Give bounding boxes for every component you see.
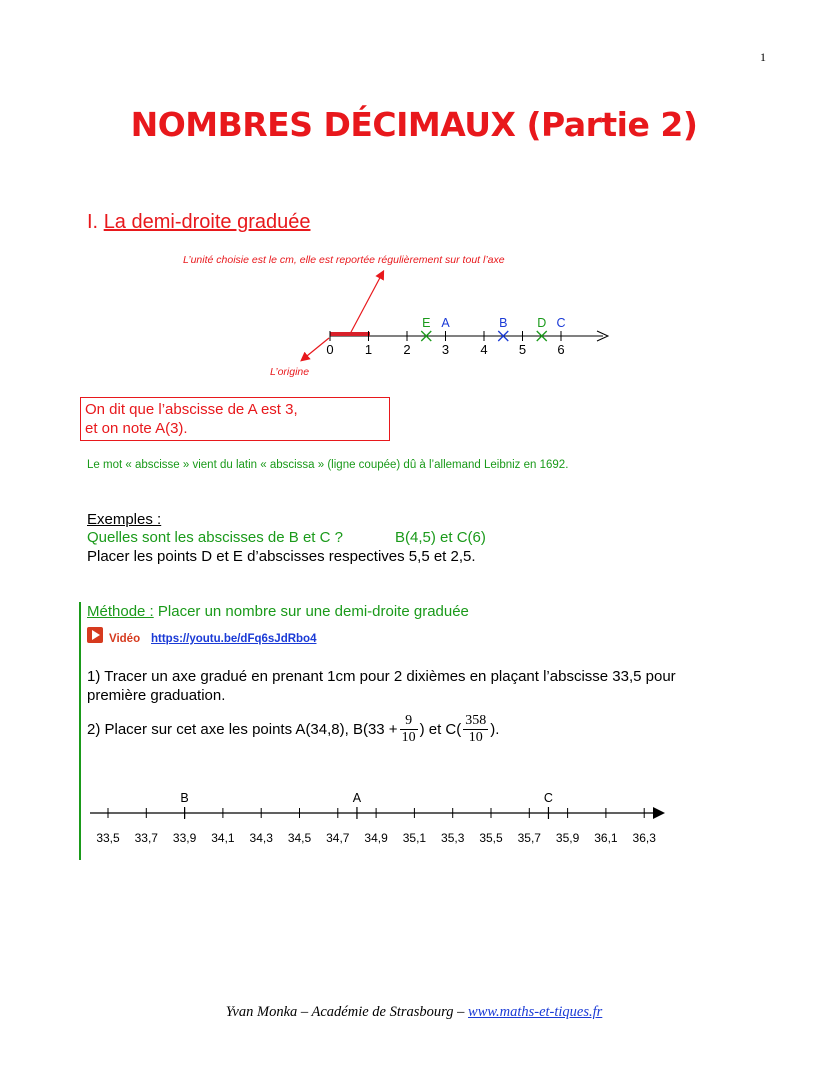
definition-line-1: On dit que l’abscisse de A est 3, — [85, 401, 298, 418]
point-label: D — [537, 316, 547, 330]
footer-text: Yvan Monka – Académie de Strasbourg – — [225, 1004, 469, 1020]
axis-tick-label: 35,1 — [402, 831, 427, 845]
method-label: Méthode : — [87, 603, 154, 620]
section-number: I. — [87, 211, 99, 233]
axis-tick-label: 34,5 — [287, 831, 312, 845]
axis-tick-label: 33,9 — [172, 831, 197, 845]
point-label: B — [499, 316, 508, 330]
origin-pointer-arrow — [302, 338, 329, 360]
axis-tick-label: 34,7 — [326, 831, 350, 845]
axis-tick-label: 3 — [441, 342, 450, 357]
etymology-note: Le mot « abscisse » vient du latin « abscissa » (ligne coupée) dû à l’allemand Leibniz en 1692. — [87, 459, 569, 471]
step2-text-b: ) et C( — [419, 721, 462, 738]
point-label: C — [543, 791, 553, 805]
axis-points — [421, 316, 565, 341]
axis-arrowhead — [653, 807, 665, 819]
examples-title: Exemples : — [87, 511, 162, 528]
origin-annotation: L’origine — [270, 366, 310, 378]
method-heading — [87, 603, 469, 620]
axis-tick-label: 34,9 — [364, 831, 388, 845]
axis-tick-label: 36,1 — [594, 831, 618, 845]
axis-tick-label: 5 — [518, 342, 527, 357]
axis-tick-label: 35,9 — [555, 831, 580, 845]
point-label: A — [441, 316, 450, 330]
video-label: Vidéo — [109, 633, 141, 645]
axis-tick-label: 35,7 — [517, 831, 541, 845]
definition-line-2: et on note A(3). — [85, 420, 188, 437]
method-step-1: 1) Tracer un axe gradué en prenant 1cm pour 2 dixièmes en plaçant l’abscisse 33,5 pour première graduation. — [87, 668, 676, 704]
point-label: C — [556, 316, 566, 330]
axis-tick-label: 35,5 — [479, 831, 503, 845]
method-step-2 — [87, 713, 499, 753]
axis-tick-label: 35,3 — [441, 831, 465, 845]
video-play-icon[interactable] — [87, 627, 103, 643]
axis-tick-labels — [96, 831, 656, 845]
unit-annotation: L’unité choisie est le cm, elle est reportée régulièrement sur tout l’axe — [183, 254, 505, 266]
point-label: A — [352, 791, 362, 805]
page-title: NOMBRES DÉCIMAUX (Partie 2) — [130, 105, 698, 144]
axis-tick-label: 33,7 — [134, 831, 158, 845]
axis-tick-label: 34,3 — [249, 831, 273, 845]
examples-question: Quelles sont les abscisses de B et C ? — [87, 529, 343, 546]
axis-tick-label: 36,3 — [632, 831, 656, 845]
axis-tick-label: 33,5 — [96, 831, 120, 845]
fraction-358-10 — [463, 713, 488, 746]
examples-answer: B(4,5) et C(6) — [395, 529, 486, 546]
graduated-half-line-figure — [270, 268, 630, 368]
axis-tick-labels — [326, 342, 564, 357]
axis-tick-label: 2 — [403, 342, 411, 357]
fraction-9-10 — [400, 713, 418, 746]
point-label: E — [422, 316, 431, 330]
method-title: Placer un nombre sur une demi-droite graduée — [157, 603, 469, 620]
axis-tick-label: 34,1 — [211, 831, 235, 845]
fraction-numerator: 358 — [465, 713, 487, 728]
axis-tick-label: 0 — [326, 342, 334, 357]
definition-box — [80, 397, 390, 441]
graduated-axis-exercise-figure — [80, 785, 680, 855]
step2-text-a: 2) Placer sur cet axe les points A(34,8), B(33 + — [87, 721, 398, 738]
page-number: 1 — [760, 50, 766, 64]
unit-pointer-arrow — [350, 272, 383, 334]
step2-text-c: ). — [490, 721, 500, 738]
axis-tick-label: 6 — [557, 342, 565, 357]
fraction-numerator: 9 — [400, 713, 418, 730]
footer-link[interactable]: www.maths-et-tiques.fr — [468, 1004, 603, 1020]
footer — [0, 1004, 828, 1021]
fraction-denominator: 10 — [401, 730, 416, 745]
section-heading — [87, 211, 310, 234]
fraction-denominator: 10 — [468, 730, 483, 745]
point-label: B — [180, 791, 189, 805]
examples-instruction: Placer les points D et E d’abscisses respectives 5,5 et 2,5. — [87, 548, 476, 565]
axis-points — [180, 791, 553, 819]
axis-tick-label: 4 — [480, 342, 488, 357]
video-link[interactable]: https://youtu.be/dFq6sJdRbo4 — [151, 633, 317, 645]
axis-tick-label: 1 — [364, 342, 373, 357]
section-title: La demi-droite graduée — [103, 211, 311, 233]
